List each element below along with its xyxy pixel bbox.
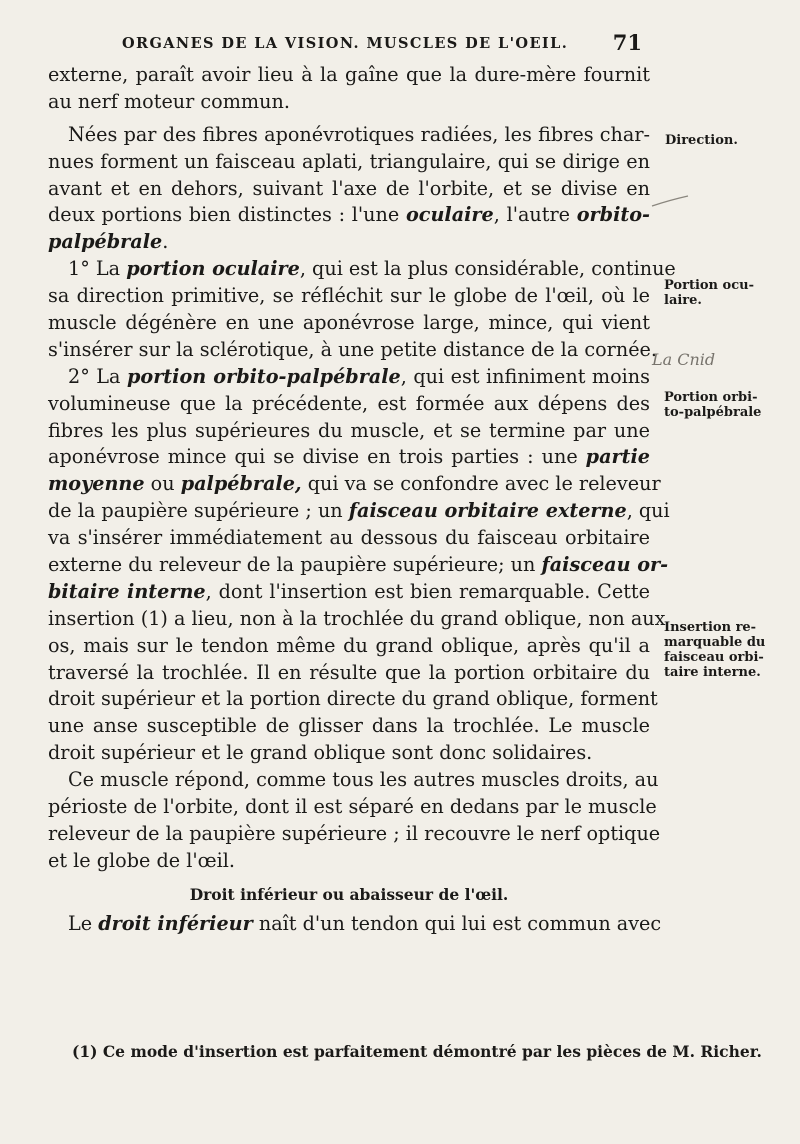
page-number: 71 [612,30,642,55]
text-line: moyenne ou palpébrale, qui va se confondre avec le releveur [48,472,661,496]
text-line: périoste de l'orbite, dont il est séparé en dedans par le muscle [48,795,657,819]
term-palpebrale-2: palpébrale, [180,472,302,496]
text-line: insertion (1) a lieu, non à la trochlée du grand oblique, non aux [48,606,666,630]
term-palpebrale: palpébrale [48,230,163,254]
text-line: Ce muscle répond, comme tous les autres muscles droits, au [68,768,659,792]
footnote: (1) Ce mode d'insertion est parfaitement démontré par les pièces de M. Richer. [72,1042,762,1061]
text-line: deux portions bien distinctes : l'une oculaire, l'autre orbito- [48,203,650,227]
text-line: Nées par des fibres aponévrotiques radiées, les fibres char- [68,122,650,146]
margin-note-portion-orbito: Portion orbi- to-palpébrale [664,390,762,420]
text-line: et le globe de l'œil. [48,848,235,872]
body-text [48,62,676,938]
term-portion-orbito-palpebrale: portion orbito-palpébrale [126,364,401,388]
term-bitaire-interne: bitaire interne [48,579,206,603]
handwritten-annotation: La Cnid [652,350,716,369]
text-line: avant et en dehors, suivant l'axe de l'orbite, et se divise en [48,176,650,200]
margin-note-direction: Direction. [665,133,738,148]
text-line: traversé la trochlée. Il en résulte que la portion orbitaire du [48,660,650,684]
text-line: au nerf moteur commun. [48,89,290,113]
term-partie: partie [585,445,650,469]
term-droit-inferieur: droit inférieur [98,911,253,935]
text-line: droit supérieur et le grand oblique sont donc solidaires. [48,741,593,765]
text-line: Le droit inférieur naît d'un tendon qui lui est commun avec [68,911,662,935]
term-faisceau-or: faisceau or- [541,553,669,577]
margin-note-insertion: Insertion re- marquable du faisceau orbi- taire interne. [664,620,766,680]
text-line: va s'insérer immédiatement au dessous du faisceau orbitaire [48,526,650,550]
text-line: volumineuse que la précédente, est formée aux dépens des [48,391,650,415]
margin-note-portion-oculaire: Portion ocu- laire. [664,278,754,308]
text-line: 1° La portion oculaire, qui est la plus considérable, continue [68,257,676,281]
text-line: de la paupière supérieure ; un faisceau orbitaire externe, qui [48,499,670,523]
text-line: aponévrose mince qui se divise en trois parties : une partie [48,445,650,469]
running-head-title: ORGANES DE LA VISION. MUSCLES DE L'OEIL. [122,35,569,52]
text-line: fibres les plus supérieures du muscle, et se termine par une [48,418,650,442]
pencil-mark-icon [650,192,690,210]
text-line: nues forment un faisceau aplati, triangulaire, qui se dirige en [48,149,650,173]
text-line: os, mais sur le tendon même du grand oblique, après qu'il a [48,633,650,657]
text-line: releveur de la paupière supérieure ; il recouvre le nerf optique [48,821,661,845]
running-head [100,30,660,56]
text-line: une anse susceptible de glisser dans la trochlée. Le muscle [48,714,650,738]
text-line: externe du releveur de la paupière supérieure; un faisceau or- [48,553,669,577]
text-line: droit supérieur et la portion directe du grand oblique, forment [48,687,658,711]
term-orbito: orbito- [576,203,650,227]
text-line: 2° La portion orbito-palpébrale, qui est infiniment moins [68,364,651,388]
term-portion-oculaire: portion oculaire [126,257,300,281]
text-line: palpébrale. [48,230,169,254]
text-line: s'insérer sur la sclérotique, à une petite distance de la cornée. [48,337,657,361]
term-faisceau-externe: faisceau orbitaire externe [348,499,627,523]
text-line: sa direction primitive, se réfléchit sur le globe de l'œil, où le [48,284,650,308]
text-line: bitaire interne, dont l'insertion est bien remarquable. Cette [48,579,650,603]
term-oculaire: oculaire [405,203,494,227]
text-line: muscle dégénère en une aponévrose large, mince, qui vient [48,311,650,335]
term-moyenne: moyenne [48,472,145,496]
section-heading: Droit inférieur ou abaisseur de l'œil. [189,884,509,904]
text-line: externe, paraît avoir lieu à la gaîne que la dure-mère fournit [48,63,650,86]
